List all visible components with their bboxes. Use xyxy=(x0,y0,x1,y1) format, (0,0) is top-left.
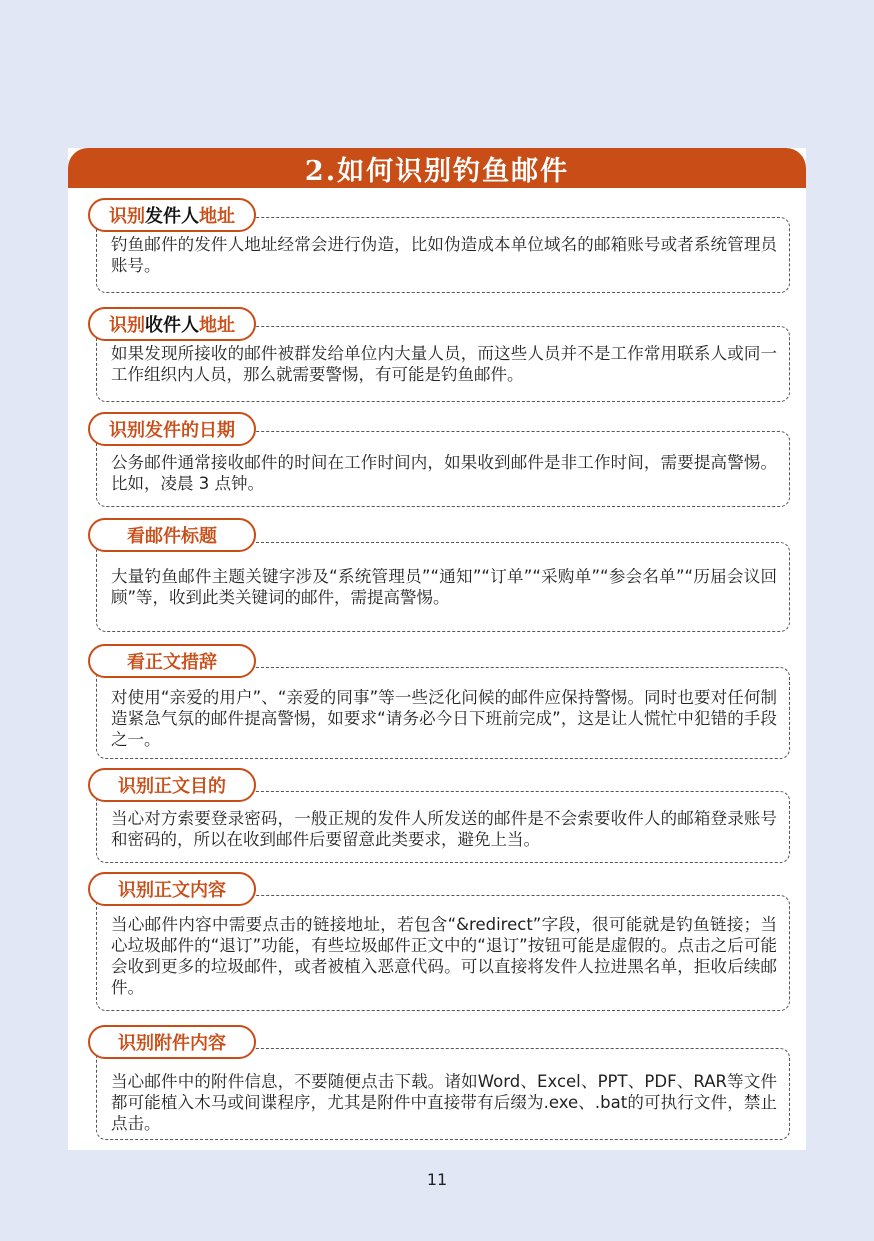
section-text: 当心邮件内容中需要点击的链接地址，若包含“&redirect”字段，很可能就是钓鱼链接；当心垃圾邮件的“退订”功能，有些垃圾邮件正文中的“退订”按钮可能是虚假的。点击之后可能会收到更多的垃圾邮件，或者被植入恶意代码。可以直接将发件人拉进黑名单，拒收后续邮件。 xyxy=(111,915,777,997)
section-text: 当心对方索要登录密码，一般正规的发件人所发送的邮件是不会索要收件人的邮箱登录账号和密码的，所以在收到邮件后要留意此类要求，避免上当。 xyxy=(111,809,777,849)
section-text: 当心邮件中的附件信息，不要随便点击下载。诸如Word、Excel、PPT、PDF、RAR等文件都可能植入木马或间谍程序，尤其是附件中直接带有后缀为.exe、.bat的可执行文件，禁止点击。 xyxy=(111,1072,777,1133)
section-recipient-address xyxy=(68,305,806,405)
page-title: 2.如何识别钓鱼邮件 xyxy=(304,155,570,187)
section-email-subject xyxy=(68,516,806,636)
section-text: 公务邮件通常接收邮件的时间在工作时间内，如果收到邮件是非工作时间，需要提高警惕。比如，凌晨 3 点钟。 xyxy=(111,453,777,493)
section-label: 识别正文内容 xyxy=(88,872,256,906)
content-panel xyxy=(68,148,806,1150)
label-part: 地址 xyxy=(199,315,235,336)
section-label xyxy=(88,198,256,232)
section-box xyxy=(96,895,790,1011)
section-text: 钓鱼邮件的发件人地址经常会进行伪造，比如伪造成本单位域名的邮箱账号或者系统管理员账号。 xyxy=(111,235,777,275)
section-label xyxy=(88,307,256,341)
section-label: 看邮件标题 xyxy=(88,518,256,552)
section-box xyxy=(96,542,790,632)
section-label: 识别附件内容 xyxy=(88,1025,256,1059)
title-banner xyxy=(68,148,806,188)
label-part: 识别 xyxy=(109,206,145,227)
section-body-content xyxy=(68,870,806,1020)
section-body-wording xyxy=(68,642,806,762)
section-label: 看正文措辞 xyxy=(88,644,256,678)
section-text: 大量钓鱼邮件主题关键字涉及“系统管理员”“通知”“订单”“采购单”“参会名单”“历届会议回顾”等，收到此类关键词的邮件，需提高警惕。 xyxy=(111,567,777,607)
label-part: 发件人 xyxy=(145,206,199,227)
section-text: 如果发现所接收的邮件被群发给单位内大量人员，而这些人员并不是工作常用联系人或同一工作组织内人员，那么就需要警惕，有可能是钓鱼邮件。 xyxy=(111,344,777,384)
section-send-date xyxy=(68,410,806,510)
section-label: 识别正文目的 xyxy=(88,768,256,802)
page-number: 11 xyxy=(426,1170,448,1189)
section-box xyxy=(96,667,790,759)
section-attachments xyxy=(68,1024,806,1144)
label-part: 地址 xyxy=(199,206,235,227)
section-label: 识别发件的日期 xyxy=(88,412,256,446)
section-body-purpose xyxy=(68,768,806,868)
label-part: 识别 xyxy=(109,315,145,336)
section-sender-address xyxy=(68,196,806,296)
section-text: 对使用“亲爱的用户”、“亲爱的同事”等一些泛化问候的邮件应保持警惕。同时也要对任何制造紧急气氛的邮件提高警惕，如要求“请务必今日下班前完成”，这是让人慌忙中犯错的手段之一。 xyxy=(111,688,777,749)
section-box xyxy=(96,1048,790,1140)
label-part: 收件人 xyxy=(145,315,199,336)
